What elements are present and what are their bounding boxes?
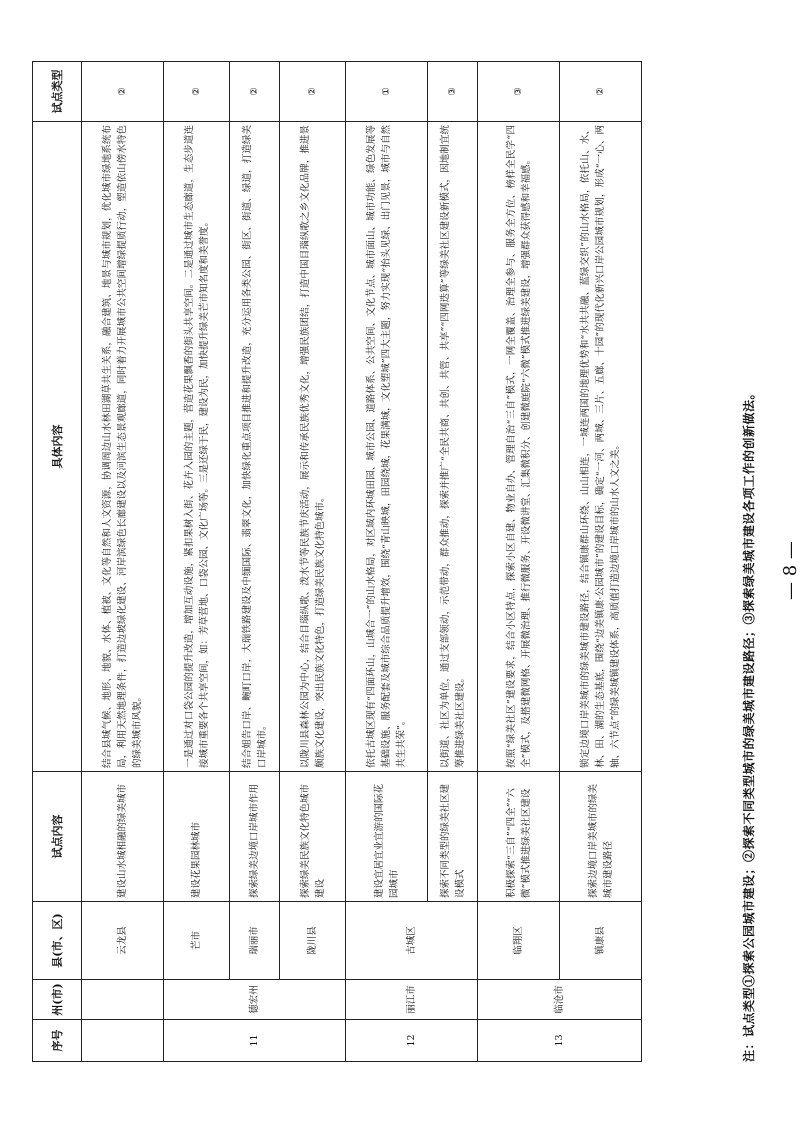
header-prefecture: 州(市): [33, 980, 82, 1020]
detail-cell: 以陇川县森林公园为中心，结合目瑙纵歌、泼水节等民族节庆活动，展示和传承民族优秀文化，增强民族团结，打造中国目瑙纵歌之乡文化品牌，推进景颇族文化建设，突出民族文化特色，打造绿美民族文化特色城市。: [280, 122, 346, 772]
seq-cell: [82, 1020, 164, 1062]
type-cell: ①: [346, 62, 428, 122]
detail-cell: 一是通过对口袋公园的提升改造，增加互动设施，紧扣果树入街、花卉入园的主题，营造花果飘香的街头共享空间。二是通过城市生态廊道，生态步道连接城市重要各个共享空间，如：芳草营地、口袋公园、文化广场等。三是还绿于民，建设为民，加快提升绿美芒市知名度和美誉度。: [164, 122, 230, 772]
seq-cell: 11: [164, 1020, 346, 1062]
table-row: [164, 62, 230, 1062]
pilot-cell: 探索边境口岸美城市的绿美城市建设路径: [560, 772, 642, 902]
prefecture-cell: 临沧市: [478, 980, 642, 1020]
table-row: [478, 62, 560, 1062]
header-type: 试点类型: [33, 62, 82, 122]
pilot-cell: 探索不同类型的绿美社区建设模式: [428, 772, 478, 902]
type-cell: ②: [280, 62, 346, 122]
table-row: [82, 62, 164, 1062]
type-cell: ②: [560, 62, 642, 122]
county-cell: 瑞丽市: [230, 902, 280, 980]
table-row: [560, 62, 642, 1062]
prefecture-cell: 德宏州: [164, 980, 346, 1020]
table-row: [280, 62, 346, 1062]
detail-cell: 以街道、社区为单位，通过支部领动，示范带动，群众推动，探索并推广“全民共商、共创、共管、共享”“四网迭算”等绿美社区建设新模式，因地制宜统筹推进绿美社区建设。: [428, 122, 478, 772]
prefecture-cell: 丽江市: [346, 980, 478, 1020]
type-cell: ②: [230, 62, 280, 122]
county-cell: 芒市: [164, 902, 230, 980]
detail-cell: 结合姐告口岸、畹町口岸，大瑞铁路建设及中缅国际、翡翠文化，加快绿化重点项目推进和提升改造，充分运用各类公园、街区、街道、绿道，打造绿美口岸城市。: [230, 122, 280, 772]
pilot-cell: 建设宜居宜业宜游的国际花园城市: [346, 772, 428, 902]
detail-cell: 依托古城区现有“四面环山，山城合一”的山水格局，对区域内环城田园、城市公园、道路体系、公共空间、文化节点、城市面山、城市功能、绿色发展等基础设施、服务配套及城市综合品质提升增效，围绕“青山映城，田园绕城，花果满城，文化塑城”四大主题，努力实现“抬头见绿、出门见景，城市与自然共生共荣”。: [346, 122, 428, 772]
footnote: 注：试点类型①探索公园城市建设；②探索不同类型城市的绿美城市建设路径；③探索绿美城市建设各项工作的创新做法。: [742, 386, 756, 1062]
pilot-cell: 探索绿美民族文化特色城市建设: [280, 772, 346, 902]
pilot-cell: 探索绿美边境口岸城市作用: [230, 772, 280, 902]
rotated-page: [32, 62, 801, 1062]
detail-cell: 锁定边境口岸美城市的绿美城市建设路径，结合镇康群山环绕、山山相连，一城连两国的地理优势和“水共共融、蓝绿交织”的山水格局，依托山、水、林、田、湖的生态基底，围绕“边美镇康·公园城市”的建设目标，确定“一河、两城、三片、五廊、十园”的现代化新兴口岸公园城市规划，形成“一心、两轴、六节点”的绿美城镇建设体系，高质值打造边境口岸城市的山水人文之美。: [560, 122, 642, 772]
county-cell: 云龙县: [82, 902, 164, 980]
page-number: — 8 —: [780, 541, 801, 600]
seq-cell: 13: [478, 1020, 642, 1062]
header-county: 县(市、区): [33, 902, 82, 980]
header-pilot: 试点内容: [33, 772, 82, 902]
county-cell: 古城区: [346, 902, 478, 980]
table-row: [230, 62, 280, 1062]
county-cell: 镇康县: [560, 902, 642, 980]
detail-cell: 按照“绿美社区”建设要求，结合小区特点，探索小区自建、物业自办、管理自治“三自”模式，一网全覆盖、治理全参与、服务全方位、榜样全民学“四全”模式，及搭建微网格、开展微治理、推行微服务、开设微讲堂、汇集微积分、创建微庭院“六微”模式推进绿美建设，增强群众获得感和幸福感。: [478, 122, 560, 772]
detail-cell: 结合县城气候、地形、地貌、水体、植被、文化等自然和人文资源，协调周边山水林田湖草共生关系，融合建筑、地景与城市规划，优化城市绿地系统布局，利用天然地理条件，打造边坡绿化建设、河岸滨绿色长廊建设以及河滨生态景观廊道，同时着力开展城市公共空间增绿提质行动，塑造依山傍水特色的绿美城市风貌。: [82, 122, 164, 772]
county-cell: 临翔区: [478, 902, 560, 980]
type-cell: ③: [478, 62, 560, 122]
type-cell: ②: [82, 62, 164, 122]
type-cell: ③: [428, 62, 478, 122]
table-row: [346, 62, 428, 1062]
seq-cell: 12: [346, 1020, 478, 1062]
pilot-table: [32, 61, 642, 1062]
header-seq: 序号: [33, 1020, 82, 1062]
table-header-row: [33, 62, 82, 1062]
county-cell: 陇川县: [280, 902, 346, 980]
pilot-cell: 建设山水城相融的绿美城市: [82, 772, 164, 902]
prefecture-cell: [82, 980, 164, 1020]
pilot-cell: 建设花果园林城市: [164, 772, 230, 902]
type-cell: ②: [164, 62, 230, 122]
header-detail: 具体内容: [33, 122, 82, 772]
pilot-cell: 积极探索“三自”“四全”“六微”模式推进绿美社区建设: [478, 772, 560, 902]
